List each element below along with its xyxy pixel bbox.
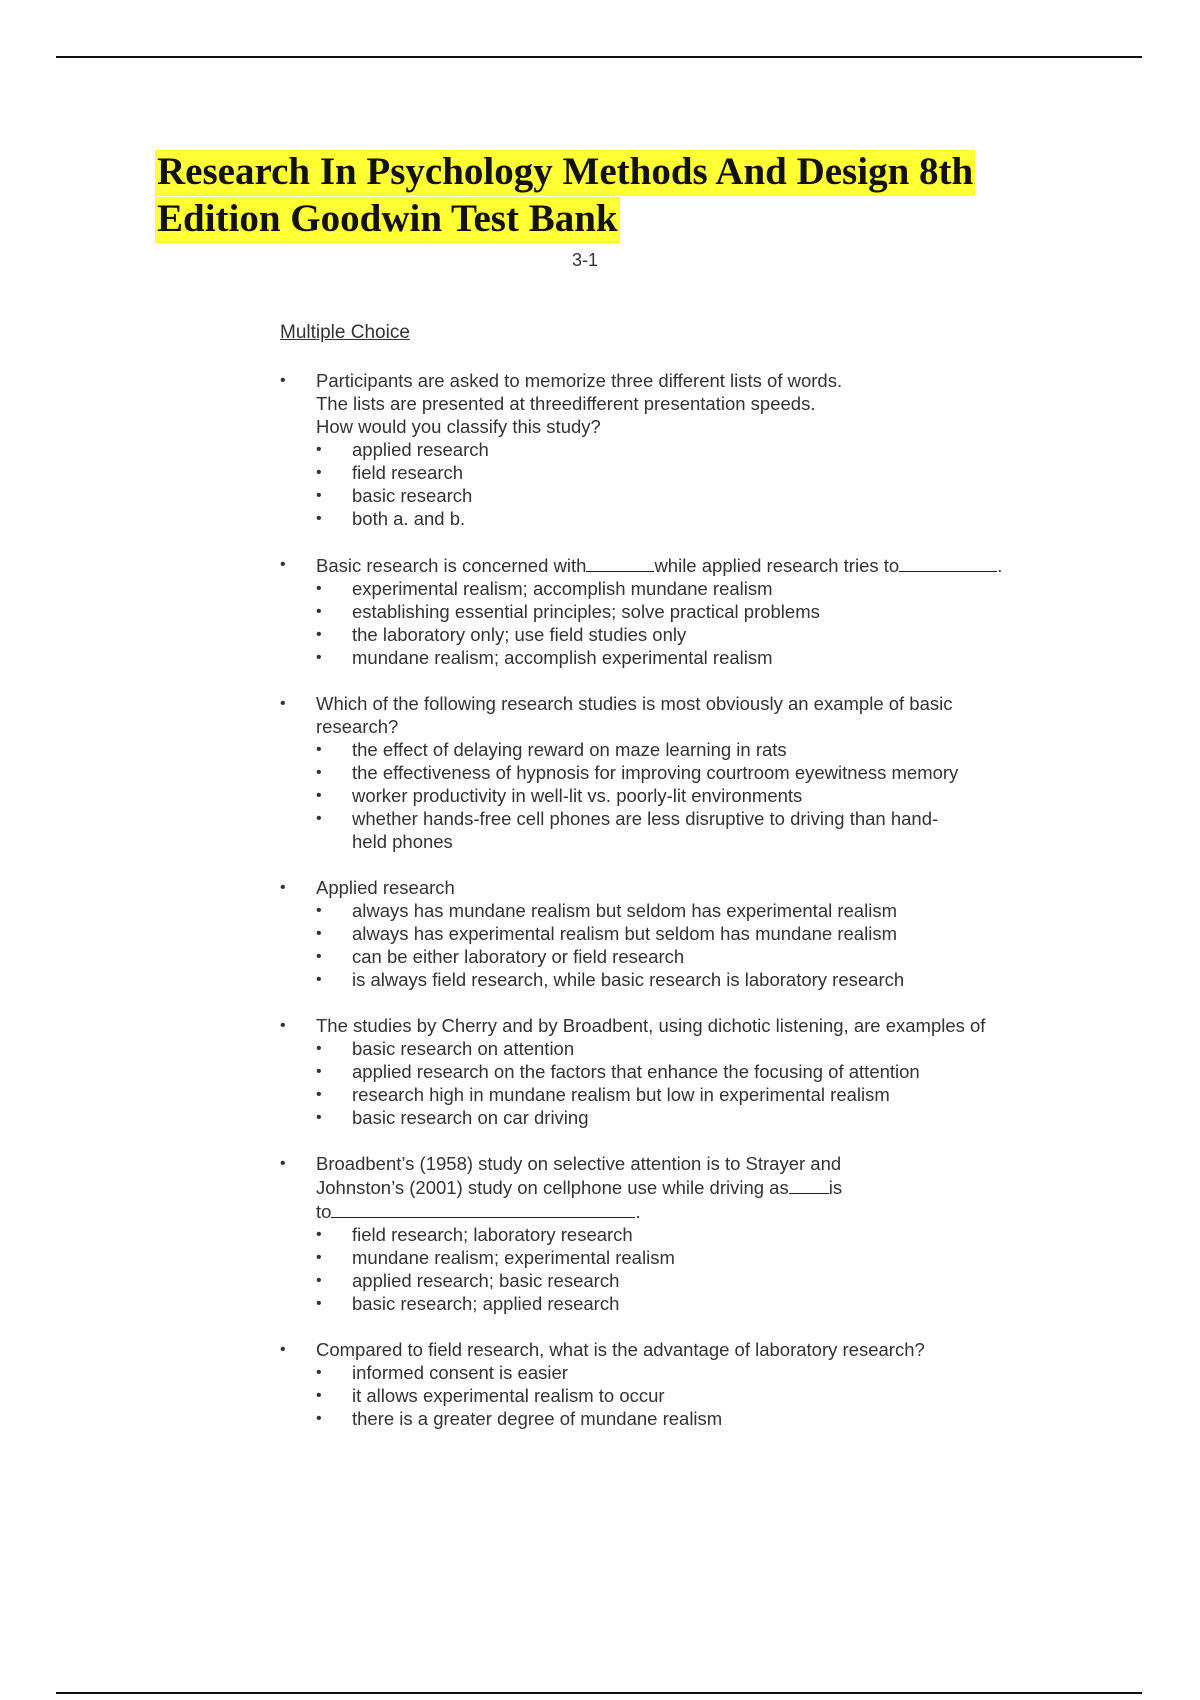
option-bullet: • (316, 580, 322, 597)
option-text: applied research; basic research (352, 1270, 620, 1291)
question-3 (280, 692, 1080, 853)
question-line: Participants are asked to memorize three different lists of words. (316, 370, 843, 391)
question-text (316, 876, 1080, 899)
title-line-2: Edition Goodwin Test Bank (155, 197, 620, 243)
option-text: informed consent is easier (352, 1362, 568, 1383)
question-text (316, 553, 1080, 577)
option-bullet: • (316, 1086, 322, 1103)
answer-option (316, 945, 1080, 968)
question-bullet: • (280, 556, 286, 573)
option-text: research high in mundane realism but low in experimental realism (352, 1084, 890, 1105)
question-bullet: • (280, 1341, 286, 1358)
option-bullet: • (316, 441, 322, 458)
answer-option (316, 646, 1080, 669)
option-text: field research (352, 462, 464, 483)
option-bullet: • (316, 1226, 322, 1243)
question-7 (280, 1338, 1080, 1430)
option-bullet: • (316, 925, 322, 942)
answer-option (316, 1384, 1080, 1407)
question-bullet: • (280, 1017, 286, 1034)
question-part: . (635, 1201, 641, 1222)
answer-blank (586, 553, 654, 572)
answer-blank (331, 1199, 635, 1218)
answer-blank (789, 1175, 829, 1194)
option-text: basic research; applied research (352, 1293, 620, 1314)
option-text: field research; laboratory research (352, 1224, 633, 1245)
question-text (316, 692, 1080, 738)
question-line: How would you classify this study? (316, 416, 601, 437)
option-bullet: • (316, 1063, 322, 1080)
question-text (316, 1014, 1080, 1037)
question-part: . (997, 555, 1003, 576)
answer-options (316, 1361, 1080, 1430)
question-text (316, 1338, 1080, 1361)
answer-option (316, 1407, 1080, 1430)
title-line-1: Research In Psychology Methods And Design 8th (155, 150, 975, 196)
answer-option (316, 1060, 1080, 1083)
option-text: basic research on car driving (352, 1107, 589, 1128)
option-bullet: • (316, 810, 322, 827)
question-6 (280, 1152, 1080, 1315)
bottom-rule (56, 1692, 1142, 1694)
option-bullet: • (316, 764, 322, 781)
question-text (316, 1152, 1080, 1223)
option-bullet: • (316, 1410, 322, 1427)
answer-option (316, 1361, 1080, 1384)
answer-option (316, 438, 1080, 461)
answer-options (316, 738, 1080, 853)
option-bullet: • (316, 1364, 322, 1381)
option-bullet: • (316, 948, 322, 965)
question-part: to (316, 1201, 332, 1222)
question-line: Which of the following research studies is most obviously an example of basic (316, 693, 953, 714)
question-5 (280, 1014, 1080, 1129)
option-text: basic research on attention (352, 1038, 575, 1059)
question-line (316, 1199, 1080, 1223)
answer-option (316, 1292, 1080, 1315)
answer-options (316, 577, 1080, 669)
option-text: mundane realism; experimental realism (352, 1247, 675, 1268)
option-bullet: • (316, 902, 322, 919)
option-text: can be either laboratory or field research (352, 946, 685, 967)
option-text: the effectiveness of hypnosis for improving courtroom eyewitness memory (352, 762, 959, 783)
answer-option (316, 1223, 1080, 1246)
option-text: worker productivity in well-lit vs. poorly-lit environments (352, 785, 803, 806)
answer-option (316, 899, 1080, 922)
option-bullet: • (316, 787, 322, 804)
question-line: The lists are presented at threedifferent presentation speeds. (316, 393, 816, 414)
document-title (155, 148, 1055, 242)
option-text: the laboratory only; use field studies only (352, 624, 687, 645)
option-text: experimental realism; accomplish mundane realism (352, 578, 773, 599)
option-text: establishing essential principles; solve practical problems (352, 601, 820, 622)
option-text: there is a greater degree of mundane realism (352, 1408, 723, 1429)
question-part: while applied research tries to (654, 555, 900, 576)
option-bullet: • (316, 1272, 322, 1289)
question-text (316, 369, 1080, 438)
option-text: both a. and b. (352, 508, 466, 529)
option-bullet: • (316, 487, 322, 504)
answer-option (316, 1106, 1080, 1129)
option-text: always has mundane realism but seldom has experimental realism (352, 900, 897, 921)
question-1 (280, 369, 1080, 530)
question-part: is (828, 1177, 843, 1198)
option-bullet: • (316, 1295, 322, 1312)
answer-options (316, 1223, 1080, 1315)
answer-option (316, 623, 1080, 646)
option-bullet: • (316, 1109, 322, 1126)
option-text: the effect of delaying reward on maze learning in rats (352, 739, 787, 760)
option-bullet: • (316, 971, 322, 988)
answer-option (316, 784, 1080, 807)
answer-option (316, 807, 1080, 853)
question-list (280, 369, 1080, 1453)
question-line: Compared to field research, what is the advantage of laboratory research? (316, 1339, 925, 1360)
answer-option (316, 1037, 1080, 1060)
option-text: mundane realism; accomplish experimental realism (352, 647, 773, 668)
question-4 (280, 876, 1080, 991)
answer-option (316, 484, 1080, 507)
question-line: Applied research (316, 877, 455, 898)
option-text: applied research on the factors that enhance the focusing of attention (352, 1061, 920, 1082)
question-line (316, 1175, 1080, 1199)
question-line: Broadbent’s (1958) study on selective attention is to Strayer and (316, 1153, 842, 1174)
option-bullet: • (316, 1040, 322, 1057)
answer-options (316, 899, 1080, 991)
option-text: it allows experimental realism to occur (352, 1385, 665, 1406)
option-bullet: • (316, 603, 322, 620)
answer-option (316, 761, 1080, 784)
option-text: always has experimental realism but seldom has mundane realism (352, 923, 897, 944)
option-text: basic research (352, 485, 473, 506)
answer-option (316, 738, 1080, 761)
question-bullet: • (280, 879, 286, 896)
question-2 (280, 553, 1080, 669)
option-bullet: • (316, 626, 322, 643)
question-line: The studies by Cherry and by Broadbent, using dichotic listening, are examples of (316, 1015, 986, 1036)
question-bullet: • (280, 1155, 286, 1172)
option-bullet: • (316, 1249, 322, 1266)
question-part: Basic research is concerned with (316, 555, 587, 576)
option-bullet: • (316, 1387, 322, 1404)
option-text: whether hands-free cell phones are less disruptive to driving than hand-held phones (352, 808, 939, 852)
question-line: research? (316, 716, 399, 737)
answer-option (316, 968, 1080, 991)
question-part: Johnston’s (2001) study on cellphone use while driving as (316, 1177, 789, 1198)
answer-option (316, 922, 1080, 945)
answer-options (316, 1037, 1080, 1129)
answer-option (316, 1269, 1080, 1292)
answer-option (316, 577, 1080, 600)
answer-option (316, 1083, 1080, 1106)
option-text: is always field research, while basic research is laboratory research (352, 969, 905, 990)
section-heading: Multiple Choice (280, 322, 410, 343)
option-bullet: • (316, 741, 322, 758)
page-number: 3-1 (571, 250, 598, 270)
answer-options (316, 438, 1080, 530)
top-rule (56, 56, 1142, 58)
answer-blank (899, 553, 997, 572)
option-bullet: • (316, 649, 322, 666)
answer-option (316, 461, 1080, 484)
option-bullet: • (316, 464, 322, 481)
answer-option (316, 1246, 1080, 1269)
option-bullet: • (316, 510, 322, 527)
answer-option (316, 600, 1080, 623)
question-bullet: • (280, 372, 286, 389)
option-text: applied research (352, 439, 489, 460)
question-bullet: • (280, 695, 286, 712)
answer-option (316, 507, 1080, 530)
